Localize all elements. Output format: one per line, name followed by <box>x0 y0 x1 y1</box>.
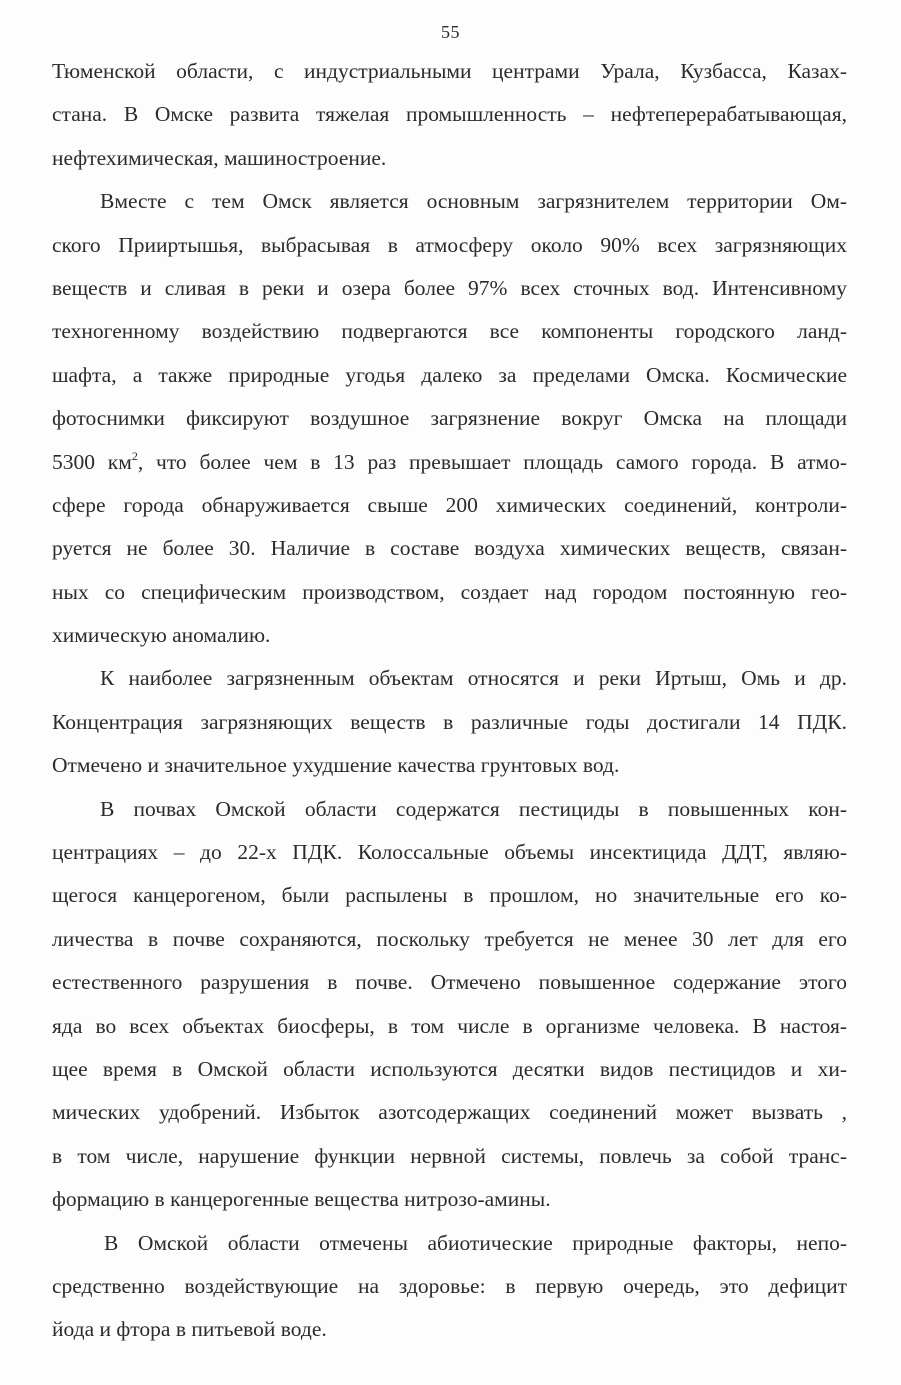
text-line: Тюменской области, с индустриальными центрами Урала, Кузбасса, Казах- <box>52 59 847 83</box>
text-line: химическую аномалию. <box>52 623 271 648</box>
text-line: ского Прииртышья, выбрасывая в атмосферу около 90% всех загрязняющих <box>52 232 847 257</box>
text-line: фотоснимки фиксируют воздушное загрязнение вокруг Омска на площади <box>52 406 847 431</box>
text-line: ных со специфическим производством, создает над городом постоянную гео- <box>52 579 847 604</box>
text-line: личества в почве сохраняются, поскольку требуется не менее 30 лет для его <box>52 926 847 951</box>
text-line: стана. В Омске развита тяжелая промышленность – нефтеперерабатывающая, <box>52 102 847 127</box>
text-line: центрациях – до 22-х ПДК. Колоссальные объемы инсектицида ДДТ, являю- <box>52 840 847 865</box>
text-line <box>52 441 847 484</box>
text-line: мических удобрений. Избыток азотсодержащих соединений может вызвать , <box>52 1100 847 1125</box>
text-line: Вместе с тем Омск является основным загрязнителем территории Ом- <box>100 189 847 214</box>
text-line: техногенному воздействию подвергаются все компоненты городского ланд- <box>52 319 847 344</box>
text-line: К наиболее загрязненным объектам относятся и реки Иртыш, Омь и др. <box>100 666 847 691</box>
text-line: естественного разрушения в почве. Отмечено повышенное содержание этого <box>52 970 847 995</box>
text-line: шафта, а также природные угодья далеко за пределами Омска. Космические <box>52 362 847 387</box>
body-text <box>52 50 847 1352</box>
line-tail: , что более чем в 13 раз превышает площадь самого города. В атмо- <box>137 449 847 474</box>
text-line: Концентрация загрязняющих веществ в различные годы достигали 14 ПДК. <box>52 709 847 734</box>
text-line: В почвах Омской области содержатся пестициды в повышенных кон- <box>100 796 847 821</box>
superscript: 2 <box>131 448 138 463</box>
text-line: сфере города обнаруживается свыше 200 химических соединений, контроли- <box>52 492 847 517</box>
text-line: Отмечено и значительное ухудшение качества грунтовых вод. <box>52 753 620 778</box>
paragraph-4 <box>52 788 847 1222</box>
text-line: формацию в канцерогенные вещества нитрозо-амины. <box>52 1187 551 1212</box>
paragraph-5 <box>52 1222 847 1352</box>
paragraph-1 <box>52 50 847 180</box>
text-line: руется не более 30. Наличие в составе воздуха химических веществ, связан- <box>52 536 847 561</box>
text-line: средственно воздействующие на здоровье: в первую очередь, это дефицит <box>52 1273 847 1298</box>
paragraph-2 <box>52 180 847 657</box>
text-line: йода и фтора в питьевой воде. <box>52 1317 327 1342</box>
area-value: 5300 км <box>52 449 132 474</box>
text-line: В Омской области отмечены абиотические природные факторы, непо- <box>104 1230 847 1255</box>
text-line: нефтехимическая, машиностроение. <box>52 145 387 170</box>
page-number: 55 <box>441 22 460 42</box>
text-line: щегося канцерогеном, были распылены в прошлом, но значительные его ко- <box>52 883 847 908</box>
paragraph-3 <box>52 657 847 787</box>
text-line: в том числе, нарушение функции нервной системы, повлечь за собой транс- <box>52 1143 847 1168</box>
text-line: щее время в Омской области используются десятки видов пестицидов и хи- <box>52 1056 847 1081</box>
text-line: веществ и сливая в реки и озера более 97% всех сточных вод. Интенсивному <box>52 275 847 300</box>
text-line: яда во всех объектах биосферы, в том числе в организме человека. В настоя- <box>52 1013 847 1038</box>
